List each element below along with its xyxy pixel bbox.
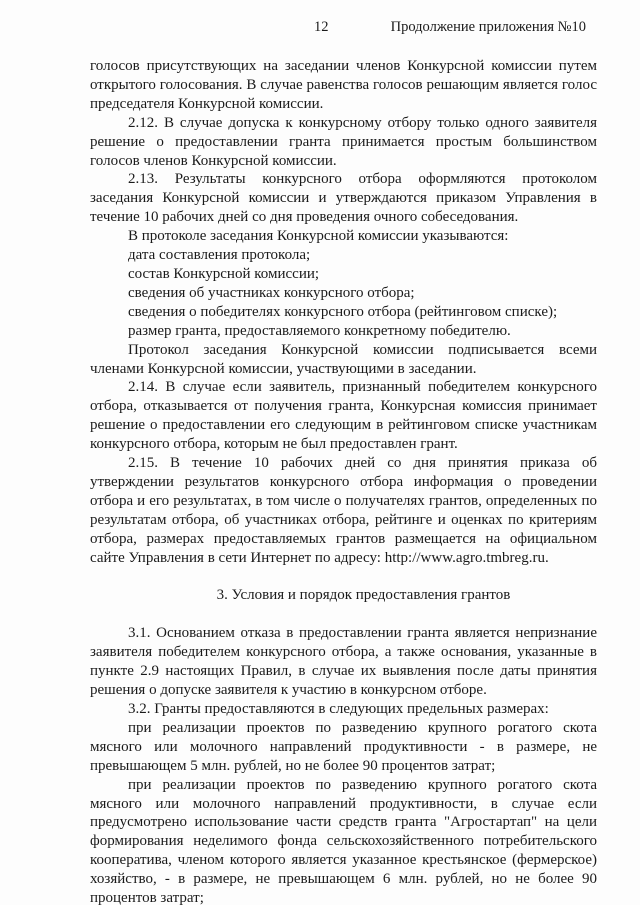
page-number: 12 (314, 19, 329, 35)
document-body (90, 57, 597, 908)
protocol-list-intro: В протоколе заседания Конкурсной комиссии указываются: (128, 228, 509, 245)
paragraph-2-13: 2.13. Результаты конкурсного отбора оформляются протоколом заседания Конкурсной комиссии и утверждаются приказом Управления в течение 10 рабочих дней со дня проведения очного собеседования. (90, 171, 597, 226)
paragraph-2-14: 2.14. В случае если заявитель, признанный победителем конкурсного отбора, отказывается от получения гранта, Конкурсная комиссия принимает решение о предоставлении его следующим в рейтинговом списке участникам конкурсного отбора, которым не был предоставлен грант. (90, 379, 597, 453)
protocol-list-item: размер гранта, предоставляемого конкретному победителю. (128, 322, 511, 339)
grant-size-item: при реализации проектов по разведению крупного рогатого скота мясного или молочного направлений продуктивности - в размере, не превышающем 5 млн. рублей, но не более 90 процентов затрат; (90, 719, 597, 774)
protocol-list-item: состав Конкурсной комиссии; (128, 265, 320, 282)
page-header (0, 19, 640, 39)
protocol-list-item: сведения об участниках конкурсного отбора; (128, 284, 415, 301)
paragraph-continuation: голосов присутствующих на заседании членов Конкурсной комиссии путем открытого голосования. В случае равенства голосов решающим является голос председателя Конкурсной комиссии. (90, 58, 597, 112)
grant-size-item: при реализации проектов по разведению крупного рогатого скота мясного или молочного направлений продуктивности, в случае если предусмотрено использование части средств гранта "Агростартап" на цели формирования неделимого фонда сельскохозяйственного потребительского кооператива, членом которого является указанное крестьянское (фермерское) хозяйство, - в размере, не превышающем 6 млн. рублей, но не более 90 процентов затрат; (90, 776, 597, 907)
protocol-signing-paragraph: Протокол заседания Конкурсной комиссии подписывается всеми членами Конкурсной комиссии, участвующими в заседании. (90, 341, 597, 377)
protocol-list-item: дата составления протокола; (128, 247, 311, 264)
paragraph-2-12: 2.12. В случае допуска к конкурсному отбору только одного заявителя решение о предоставлении гранта принимается простым большинством голосов членов Конкурсной комиссии. (90, 114, 597, 169)
paragraph-3-2: 3.2. Гранты предоставляются в следующих предельных размерах: (128, 701, 549, 717)
paragraph-3-1: 3.1. Основанием отказа в предоставлении гранта является непризнание заявителя победителем конкурсного отбора, а также основания, указанные в пункте 2.9 настоящих Правил, в случае их выявления после даты принятия решения о допуске заявителя к участию в конкурсном отборе. (90, 625, 597, 699)
section-title: 3. Условия и порядок предоставления грантов (216, 587, 511, 604)
appendix-label: Продолжение приложения №10 (390, 19, 586, 35)
paragraph-2-15: 2.15. В течение 10 рабочих дней со дня принятия приказа об утверждении результатов конкурсного отбора информация о проведении отбора и его результатах, в том числе о получателях грантов, определенных по результатам отбора, об участниках отбора, рейтинге и оценках по критериям отбора, размерах предоставляемых грантов размещается на официальном сайте Управления в сети Интернет по адресу: http://www.agro.tmbreg.ru. (90, 455, 597, 566)
protocol-list-item: сведения о победителях конкурсного отбора (рейтинговом списке); (128, 303, 558, 320)
